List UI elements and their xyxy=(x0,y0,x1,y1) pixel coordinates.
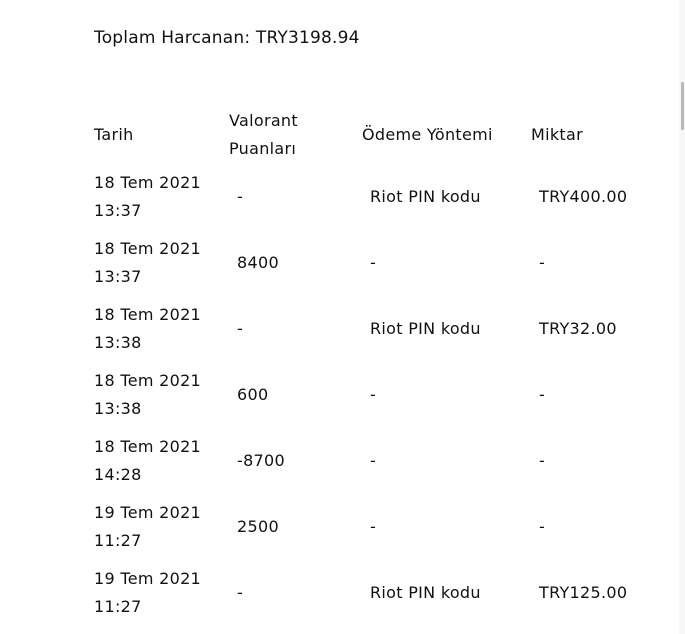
row-date-cell xyxy=(90,560,229,626)
table-row xyxy=(90,230,671,296)
vertical-scrollbar[interactable] xyxy=(679,0,685,634)
row-time: 14:28 xyxy=(94,465,142,484)
table-row xyxy=(90,560,671,626)
table-row xyxy=(90,164,671,230)
purchase-history-table xyxy=(90,106,671,626)
table-row xyxy=(90,428,671,494)
row-date: 18 Tem 2021 xyxy=(94,173,202,192)
header-amount: Miktar xyxy=(531,125,583,144)
row-time: 13:37 xyxy=(94,201,142,220)
row-date: 18 Tem 2021 xyxy=(94,371,202,390)
row-payment-method: Riot PIN kodu xyxy=(370,583,481,602)
row-amount: - xyxy=(539,385,546,404)
row-time: 13:38 xyxy=(94,399,142,418)
table-row xyxy=(90,296,671,362)
table-header xyxy=(90,106,671,164)
row-date-cell xyxy=(90,362,229,428)
table-body xyxy=(90,164,671,626)
row-payment-method: - xyxy=(370,517,377,536)
row-amount: TRY125.00 xyxy=(539,583,628,602)
row-points: - xyxy=(237,583,244,602)
row-date: 19 Tem 2021 xyxy=(94,569,202,588)
row-date-cell xyxy=(90,296,229,362)
header-date: Tarih xyxy=(94,125,134,144)
row-date-cell xyxy=(90,230,229,296)
row-time: 11:27 xyxy=(94,531,142,550)
table-header-row xyxy=(90,106,671,164)
row-amount: TRY32.00 xyxy=(539,319,617,338)
row-date-cell xyxy=(90,428,229,494)
table-row xyxy=(90,494,671,560)
header-valorant-points xyxy=(229,106,362,164)
header-points-line1: Valorant xyxy=(229,111,298,130)
row-amount: TRY400.00 xyxy=(539,187,628,206)
row-payment-method: Riot PIN kodu xyxy=(370,319,481,338)
row-points: -8700 xyxy=(237,451,285,470)
row-date-cell xyxy=(90,164,229,230)
scrollbar-thumb[interactable] xyxy=(681,82,684,130)
row-payment-method: - xyxy=(370,451,377,470)
total-spent-value: TRY3198.94 xyxy=(255,28,360,48)
row-points: - xyxy=(237,187,244,206)
row-points: 2500 xyxy=(237,517,279,536)
row-date: 18 Tem 2021 xyxy=(94,437,202,456)
row-payment-method: - xyxy=(370,385,377,404)
row-amount: - xyxy=(539,253,546,272)
row-amount: - xyxy=(539,451,546,470)
row-time: 13:38 xyxy=(94,333,142,352)
row-points: 600 xyxy=(237,385,269,404)
row-amount: - xyxy=(539,517,546,536)
total-spent-summary xyxy=(94,28,360,48)
table-row xyxy=(90,362,671,428)
row-time: 11:27 xyxy=(94,597,142,616)
row-date: 18 Tem 2021 xyxy=(94,305,202,324)
row-date: 18 Tem 2021 xyxy=(94,239,202,258)
header-points-line2: Puanları xyxy=(229,139,297,158)
row-points: 8400 xyxy=(237,253,279,272)
row-date: 19 Tem 2021 xyxy=(94,503,202,522)
row-payment-method: - xyxy=(370,253,377,272)
total-spent-label: Toplam Harcanan: xyxy=(94,28,251,48)
row-date-cell xyxy=(90,494,229,560)
row-points: - xyxy=(237,319,244,338)
row-payment-method: Riot PIN kodu xyxy=(370,187,481,206)
row-time: 13:37 xyxy=(94,267,142,286)
header-payment-method: Ödeme Yöntemi xyxy=(362,125,493,144)
